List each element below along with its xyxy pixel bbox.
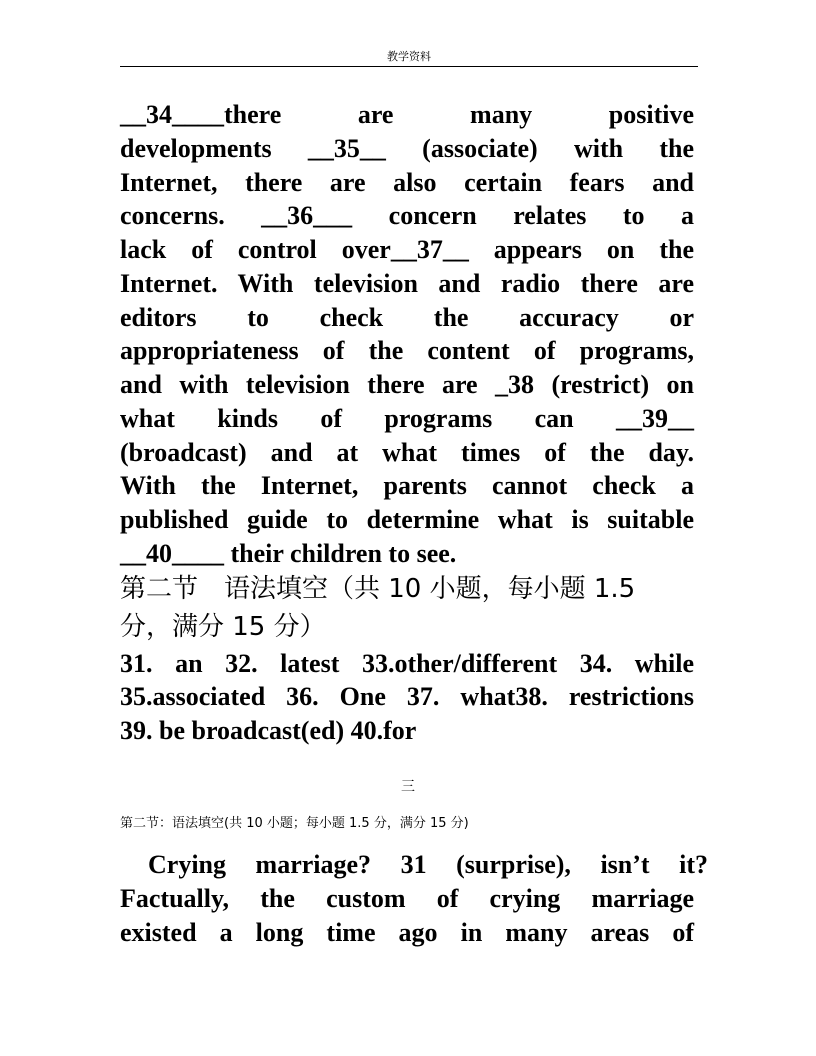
part3-heading: 第二节：语法填空(共 10 小题；每小题 1.5 分，满分 15 分) <box>120 816 469 831</box>
page-header: 教学资料 <box>120 48 698 67</box>
part3-line: existed a long time ago in many areas of <box>120 918 694 947</box>
passage-line: __34____there are many positive <box>120 100 694 129</box>
passage-line: and with television there are _38 (restrict) on <box>120 370 694 399</box>
answer-line: 35.associated 36. One 37. what38. restrictions <box>120 682 694 711</box>
answer-line: 39. be broadcast(ed) 40.for <box>120 716 417 745</box>
passage-line: lack of control over__37__ appears on the <box>120 235 694 264</box>
part3-line: Crying marriage? 31 (surprise), isn’t it? <box>148 850 708 879</box>
passage-line: editors to check the accuracy or <box>120 303 694 332</box>
passage-line: published guide to determine what is suitable <box>120 505 694 534</box>
section-title: 第二节 语法填空（共 10 小题，每小题 1.5 <box>120 574 636 604</box>
passage-line: developments __35__ (associate) with the <box>120 134 694 163</box>
section-title: 分，满分 15 分） <box>120 612 326 642</box>
passage-line: concerns. __36___ concern relates to a <box>120 201 694 230</box>
part3-line: Factually, the custom of crying marriage <box>120 884 694 913</box>
passage-line: With the Internet, parents cannot check a <box>120 471 694 500</box>
passage-line: Internet, there are also certain fears and <box>120 168 694 197</box>
passage-line: what kinds of programs can __39__ <box>120 404 694 433</box>
passage-line: (broadcast) and at what times of the day. <box>120 438 694 467</box>
passage-line: __40____ their children to see. <box>120 539 457 568</box>
passage-line: appropriateness of the content of programs, <box>120 336 694 365</box>
answer-line: 31. an 32. latest 33.other/different 34. while <box>120 649 694 678</box>
part-marker: 三 <box>401 779 415 795</box>
passage-line: Internet. With television and radio there are <box>120 269 694 298</box>
